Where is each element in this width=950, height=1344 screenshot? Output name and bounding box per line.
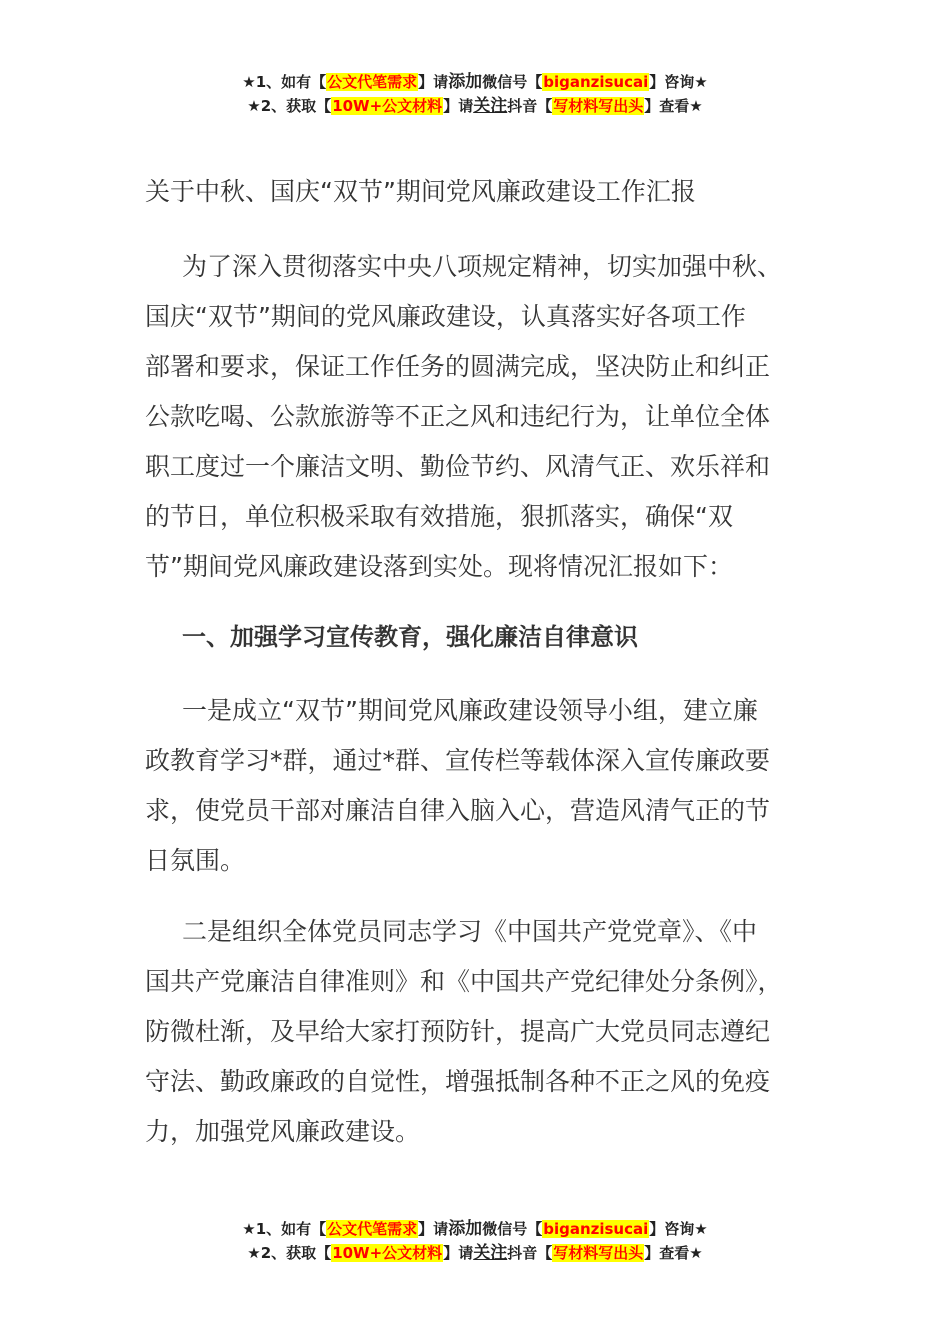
paragraph-line: 的节日，单位积极采取有效措施，狠抓落实，确保“双 xyxy=(145,502,733,531)
banner-emphasis: 关注 xyxy=(473,1243,508,1263)
banner-text: 】查看★ xyxy=(644,1244,703,1262)
paragraph-line: 二是组织全体党员同志学习《中国共产党党章》、《中 xyxy=(182,917,758,946)
banner-text: ★2、获取【 xyxy=(247,1244,332,1262)
banner-highlight: 10W+公文材料 xyxy=(332,1244,443,1262)
paragraph-line: 公款吃喝、公款旅游等不正之风和违纪行为，让单位全体 xyxy=(145,402,771,431)
banner-line-2 xyxy=(0,1241,950,1265)
paragraph-line: 一是成立“双节”期间党风廉政建设领导小组，建立廉 xyxy=(182,696,758,725)
paragraph-line: 守法、勤政廉政的自觉性，增强抵制各种不正之风的免疫 xyxy=(145,1067,771,1096)
banner-text: 】请 xyxy=(418,73,449,91)
paragraph-line: 求，使党员干部对廉洁自律入脑入心，营造风清气正的节 xyxy=(145,796,771,825)
paragraph-line: 职工度过一个廉洁文明、勤俭节约、风清气正、欢乐祥和 xyxy=(145,452,771,481)
banner-text: 】查看★ xyxy=(644,97,703,115)
paragraph-one xyxy=(145,686,805,886)
footer-banner xyxy=(0,1217,950,1265)
paragraph-line: 政教育学习*群，通过*群、宣传栏等载体深入宣传廉政要 xyxy=(145,746,771,775)
banner-line-1 xyxy=(0,1217,950,1241)
banner-highlight: 公文代笔需求 xyxy=(327,1220,418,1238)
banner-text: ★2、获取【 xyxy=(247,97,332,115)
banner-emphasis: 添加 xyxy=(448,72,483,92)
banner-text: 微信号【 xyxy=(482,73,543,91)
intro-paragraph xyxy=(145,242,805,592)
banner-text: 】请 xyxy=(443,1244,474,1262)
banner-text: 】请 xyxy=(443,97,474,115)
paragraph-line: 部署和要求，保证工作任务的圆满完成，坚决防止和纠正 xyxy=(145,352,771,381)
banner-douyin-id: 写材料写出头 xyxy=(553,1244,644,1262)
paragraph-line: 防微杜渐，及早给大家打预防针，提高广大党员同志遵纪 xyxy=(145,1017,771,1046)
paragraph-line: 国共产党廉洁自律准则》和《中国共产党纪律处分条例》， xyxy=(145,967,783,996)
banner-text: ★1、如有【 xyxy=(242,1220,327,1238)
banner-text: 微信号【 xyxy=(482,1220,543,1238)
banner-text: 抖音【 xyxy=(507,97,553,115)
banner-line-2 xyxy=(0,94,950,118)
paragraph-line: 为了深入贯彻落实中央八项规定精神，切实加强中秋、 xyxy=(182,252,783,281)
banner-line-1 xyxy=(0,70,950,94)
paragraph-line: 国庆“双节”期间的党风廉政建设，认真落实好各项工作 xyxy=(145,302,746,331)
section-heading: 一、加强学习宣传教育，强化廉洁自律意识 xyxy=(182,623,638,651)
document-title: 关于中秋、国庆“双节”期间党风廉政建设工作汇报 xyxy=(145,177,696,206)
banner-text: 】请 xyxy=(418,1220,449,1238)
banner-text: 】咨询★ xyxy=(649,73,708,91)
paragraph-two xyxy=(145,907,805,1157)
paragraph-line: 日氛围。 xyxy=(145,846,246,875)
banner-emphasis: 关注 xyxy=(473,96,508,116)
banner-wechat-id: biganzisucai xyxy=(543,1220,649,1238)
banner-douyin-id: 写材料写出头 xyxy=(553,97,644,115)
banner-wechat-id: biganzisucai xyxy=(543,73,649,91)
banner-highlight: 公文代笔需求 xyxy=(327,73,418,91)
banner-text: 抖音【 xyxy=(507,1244,553,1262)
paragraph-line: 节”期间党风廉政建设落到实处。现将情况汇报如下： xyxy=(145,552,733,581)
banner-highlight: 10W+公文材料 xyxy=(332,97,443,115)
paragraph-line: 力，加强党风廉政建设。 xyxy=(145,1117,421,1146)
banner-emphasis: 添加 xyxy=(448,1219,483,1239)
banner-text: ★1、如有【 xyxy=(242,73,327,91)
banner-text: 】咨询★ xyxy=(649,1220,708,1238)
header-banner xyxy=(0,70,950,118)
